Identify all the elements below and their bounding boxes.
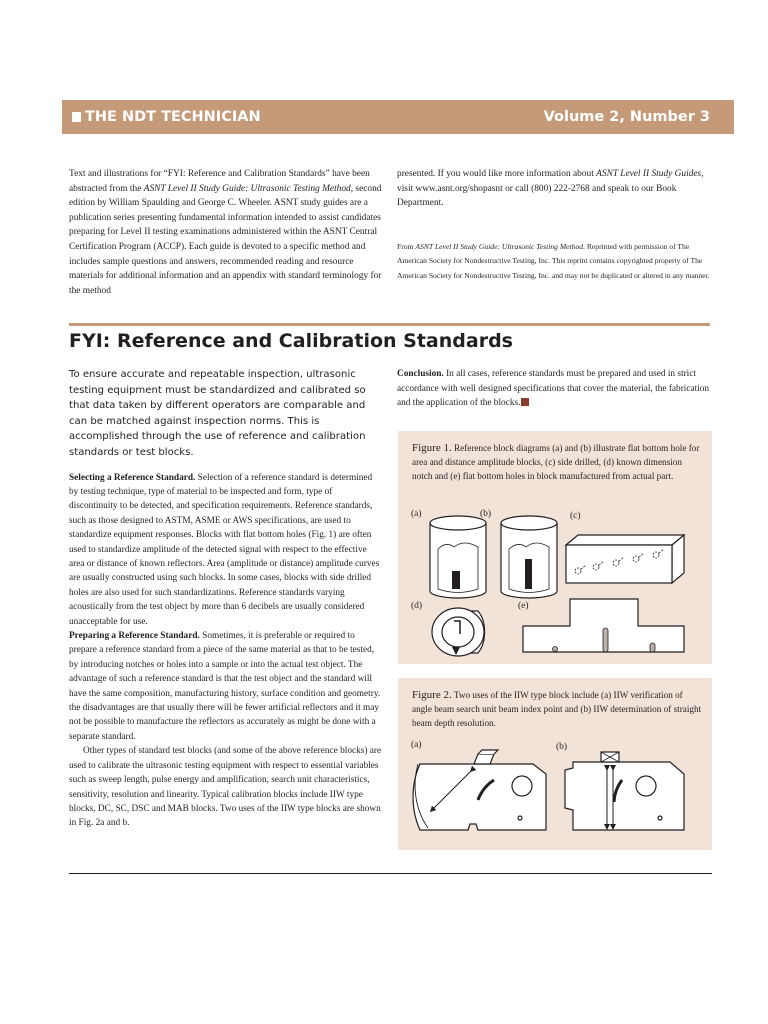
- title-rule: [69, 323, 710, 326]
- run-in-heading: Selecting a Reference Standard.: [69, 472, 196, 483]
- section-label: THE NDT TECHNICIAN: [85, 109, 261, 125]
- cylinder-block-b: [501, 516, 557, 598]
- intro-left-column: [69, 167, 384, 298]
- intro-paragraph: [69, 167, 384, 298]
- panel-label-d: (d): [411, 601, 423, 611]
- intro-text-2: second edition by William Spaulding and George C. Wheeler. ASNT study guides are a publication series presenting fundamental information intended to assist candidates preparing for Level II testing examinations administered within the ASNT Central Certification Program (ACCP). Each guide is devoted to a specific method and includes sample questions and answers, recommended reading and resource materials for additional information and an appendix with standard terminology for the method: [69, 183, 382, 296]
- credit-text: . Reprinted with permission of The American Society for Nondestructive Testing, Inc. This reprint contains copyrighted property of The American Society for Nondestructive Testing, Inc. and may not be duplicated or altered in any manner.: [397, 242, 710, 280]
- side-drilled-block: [566, 535, 684, 583]
- section-selecting: [69, 471, 382, 629]
- conclusion-text: In all cases, reference standards must be prepared and used in strict accordance with well designed specifications that cover the material, the fabrication and the application of the blocks.: [397, 369, 710, 409]
- article-body: [69, 471, 382, 831]
- section-text: Sometimes, it is preferable or required to prepare a reference standard from a piece of the same material as that to be tested, by introducing notches or holes into a sample or into the actual test object. The advantage of such a reference standard is that the test object and the standard will have the same composition, manufacturing history, surface condition and geometry. the disadvantages are that usually there will be fewer artificial reflectors and it may not be possible to manufacture the reflectors as accurately as might be done with a separate standard.: [69, 631, 381, 742]
- intro-book-title: ASNT Level II Study Guide: Ultrasonic Testing Method,: [143, 183, 354, 194]
- credit-title: ASNT Level II Study Guide: Ultrasonic Testing Method: [415, 242, 584, 251]
- panel-label-b: (b): [480, 509, 492, 519]
- iiw-block-b: [565, 752, 684, 830]
- intro-text-4: , visit www.asnt.org/shopasnt or call (800) 222-2768 and speak to our Book Department.: [397, 169, 704, 209]
- section-text: Selection of a reference standard is determined by testing technique, type of material to be inspected and form, type of discontinuity to be detected, and specification requirements. Reference standards, such as those designed to ASTM, ASME or AWS specifications, are used to standardize equipment responses. Blocks with flat bottom holes (Fig. 1) are often used to standardize amplitude of the detected signal with respect to the effective area or distance of known reflectors. Area (amplitude or distance) amplitude curves are usually constructed using such blocks. In some cases, blocks with side drilled holes are also used for such standardizations. Reference standards varying acoustically from the test object by more than 6 decibels are usually considered unacceptable for use.: [69, 472, 380, 627]
- figure-1-diagram: [398, 431, 712, 664]
- intro-right-column: [397, 167, 713, 211]
- panel-label-c: (c): [570, 511, 581, 521]
- intro-text-1: Text and illustrations for “FYI: Reference and Calibration Standards” have been abstracted from the: [69, 169, 370, 194]
- figure-label: Figure 1.: [412, 442, 452, 454]
- figure-2-diagram: [398, 678, 712, 850]
- reprint-credit: [397, 240, 713, 283]
- panel-label-b: (b): [556, 742, 568, 752]
- intro-study-guides: ASNT Level II Study Guides: [596, 169, 702, 179]
- figure-2: [398, 678, 712, 850]
- section-name: [72, 109, 261, 125]
- bottom-rule: [69, 873, 712, 874]
- figure-label: Figure 2.: [412, 689, 452, 701]
- figure-1: [398, 431, 712, 664]
- square-bullet-icon: [72, 112, 81, 122]
- panel-label-e: (e): [518, 601, 529, 611]
- header-banner: [62, 100, 734, 134]
- article-left-column: [69, 367, 382, 831]
- run-in-heading: Conclusion.: [397, 369, 444, 379]
- intro-continuation: [397, 167, 713, 211]
- credit-from: From: [397, 242, 416, 251]
- cylinder-block-a: [430, 516, 486, 598]
- conclusion: [397, 367, 713, 411]
- stepped-block: [523, 599, 684, 652]
- end-mark-icon: [521, 398, 529, 406]
- section-preparing: [69, 629, 382, 744]
- figure-caption-text: Reference block diagrams (a) and (b) illustrate flat bottom hole for area and distance amplitude blocks, (c) side drilled, (d) known dimension notch and (e) flat bottom holes in block manufactured from actual part.: [412, 443, 700, 482]
- calibration-paragraph: Other types of standard test blocks (and some of the above reference blocks) are used to calibrate the ultrasonic testing equipment with respect to essential variables such as sweep length, pulse energy and amplification, search unit characteristics, sensitivity, resolution and linearity. Typical calibration blocks include IIW type blocks, DC, SC, DSC and MAB blocks. Two uses of the IIW type blocks are shown in Fig. 2a and b.: [69, 746, 382, 829]
- panel-label-a: (a): [411, 509, 422, 519]
- conclusion-paragraph: [397, 367, 713, 411]
- article-title: FYI: Reference and Calibration Standards: [69, 330, 513, 352]
- notched-ring-block: [432, 608, 485, 656]
- volume-number: Volume 2, Number 3: [543, 109, 710, 125]
- intro-text-3: presented. If you would like more information about: [397, 169, 597, 179]
- lead-paragraph: To ensure accurate and repeatable inspection, ultrasonic testing equipment must be standardized and calibrated so that data taken by different operators are comparable and can be matched against inspection norms. This is accomplished through the use of reference and calibration standards or test blocks.: [69, 369, 366, 458]
- iiw-block-a: [413, 750, 546, 830]
- panel-label-a: (a): [411, 740, 422, 750]
- run-in-heading: Preparing a Reference Standard.: [69, 631, 200, 642]
- figure-caption-text: Two uses of the IIW type block include (a) IIW verification of angle beam search unit beam index point and (b) IIW determination of straight beam depth resolution.: [412, 690, 702, 729]
